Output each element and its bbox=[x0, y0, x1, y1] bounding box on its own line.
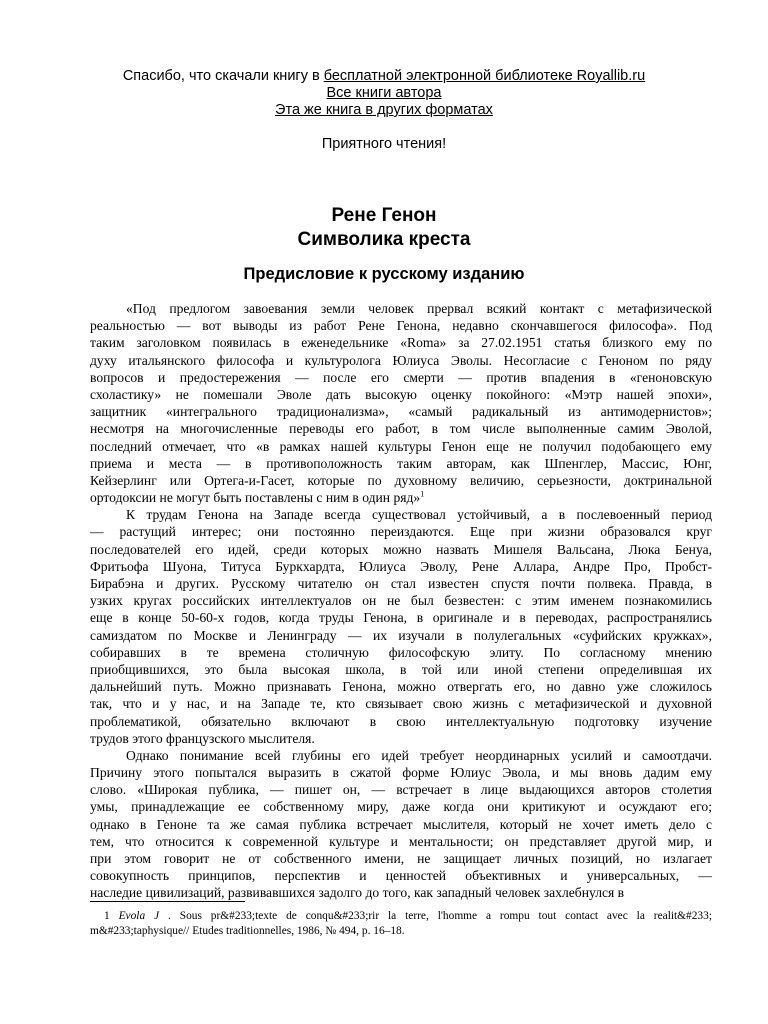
author-books-line bbox=[0, 85, 768, 102]
text-line: схоластику» не помешали Эволе дать высокую оценку покойного: «Мэтр нашей эпохи», bbox=[90, 386, 712, 402]
text-line: дальнейший путь. Можно признавать Генона, можно отвергать его, но давно уже сложилось bbox=[90, 679, 712, 695]
text-line: таким заголовком появилась в еженедельнике «Roma» за 27.02.1951 статья близкого ему по bbox=[90, 335, 712, 351]
footnote-divider bbox=[90, 901, 245, 902]
paragraph bbox=[90, 747, 712, 902]
body-text bbox=[90, 300, 712, 902]
text-line: наследие цивилизаций, развивавшихся задолго до того, как западный человек захлебнулся в bbox=[90, 885, 625, 901]
footnote-number: 1 bbox=[104, 910, 119, 922]
text-line: духу итальянского философа и культуролога Юлиуса Эволы. Несогласие с Геноном по ряду bbox=[90, 352, 712, 368]
footnote-line: m&#233;taphysique// Etudes traditionnelles, 1986, № 494, p. 16–18. bbox=[90, 924, 405, 937]
text-line: Фритьофа Шуона, Титуса Буркхардта, Юлиуса Эволу, Рене Аллара, Андре Про, Пробст- bbox=[90, 558, 712, 574]
other-formats-line bbox=[0, 102, 768, 119]
text-line: Бирабэна и других. Русскому читателю он стал известен спустя почти полвека. Правда, в bbox=[90, 576, 712, 591]
text-line: вопросов и предостережения — после его смерти — против впадения в «генонoвскую bbox=[90, 369, 712, 385]
footnote-text: . Sous pr&#233;texte de conqu&#233;rir la terre, l'homme a rompu tout contact avec la realit&#233; bbox=[159, 910, 712, 922]
library-link[interactable]: бесплатной электронной библиотеке Royallib.ru bbox=[323, 68, 646, 84]
text-line: совокупность принципов, перспектив и ценностей объективных и универсальных, — bbox=[90, 868, 712, 884]
text-line: последний отмечает, что «в рамках нашей культуры Генон еще не получил подобающего ему bbox=[90, 438, 712, 454]
text-line: защитник «интегрального традиционализма», «самый радикальный из антимодернистов»; bbox=[90, 404, 712, 420]
text-line: еще в конце 50-60-х годов, когда труды Генона, в оригинале и в переводах, распространялись bbox=[90, 610, 712, 626]
text-line: приема и места — в противоположность таким авторам, как Шпенглер, Массис, Юнг, bbox=[90, 455, 712, 471]
enjoy-reading-text: Приятного чтения! bbox=[321, 136, 447, 152]
section-heading: Предисловие к русскому изданию bbox=[243, 265, 525, 283]
thanks-text: Спасибо, что скачали книгу в bbox=[122, 68, 324, 84]
text-line: проблематикой, обязательно включают в свою интеллектуальную подготовку изучение bbox=[90, 713, 712, 729]
author-books-link[interactable]: Все книги автора bbox=[326, 85, 442, 101]
text-line: при этом говорит не от собственного имени, не защищает личных позиций, но излагает bbox=[90, 851, 712, 866]
text-line: слово. «Широкая публика, — пишет он, — встречает в лице выдающихся авторов столетия bbox=[90, 782, 712, 798]
text-line: собиравших в те времена столичную философскую элиту. По согласному мнению bbox=[90, 644, 712, 660]
footnote bbox=[90, 909, 712, 938]
text-line: тем, что относится к современной культуре и ментальности; он представляет другой мир, и bbox=[90, 833, 712, 849]
paragraph bbox=[90, 300, 712, 506]
footnote-line bbox=[90, 909, 712, 924]
text-line: самиздатом по Москве и Ленинграду — их изучали в полулегальных «суфийских кружках», bbox=[90, 627, 712, 643]
footnote-reference[interactable]: 1 bbox=[420, 489, 425, 499]
other-formats-link[interactable]: Эта же книга в других форматах bbox=[275, 102, 493, 118]
text-line: реальностью — вот выводы из работ Рене Генона, недавно скончавшегося философа». Под bbox=[90, 318, 712, 334]
text-line: ортодоксии не могут быть поставлены с ним в один ряд»$^1$ bbox=[90, 489, 425, 506]
book-author: Рене Генон bbox=[331, 205, 437, 226]
footnote-author: Evola J bbox=[118, 910, 160, 922]
text-line: приобщившихся, это была высокая школа, в той или иной степени определившая их bbox=[90, 661, 712, 677]
text-line: Кейзерлинг или Ортега-и-Гасет, которые по духовному величию, серьезности, доктринальной bbox=[90, 472, 712, 488]
paragraph bbox=[90, 506, 712, 747]
download-thanks-line bbox=[0, 68, 768, 85]
text-line: несмотря на многочисленные переводы его работ, в том числе выполненные самим Эволой, bbox=[90, 421, 712, 437]
text-line: Однако понимание всей глубины его идей требует неординарных усилий и самоотдачи. bbox=[126, 747, 712, 763]
text-line: так, что и у нас, и на Западе те, кто связывает свою жизнь с метафизической и духовной bbox=[90, 696, 712, 712]
text-line: — растущий интерес; они постоянно переиздаются. Еще при жизни образовался круг bbox=[90, 524, 712, 540]
book-title: Символика креста bbox=[297, 229, 471, 250]
text-line: умы, принадлежащие ее собственному миру, даже когда они критикуют и осуждают его; bbox=[90, 799, 712, 815]
text-line: «Под предлогом завоевания земли человек прервал всякий контакт с метафизической bbox=[126, 301, 712, 316]
text-line: узких кругах российских интеллектуалов он не был безвестен: с этим именем познакомились bbox=[90, 593, 712, 609]
text-line: последователей его идей, среди которых можно назвать Мишеля Вальсана, Люка Бенуа, bbox=[90, 541, 712, 557]
text-line: трудов этого французского мыслителя. bbox=[90, 730, 315, 746]
text-line: однако в Геноне та же самая публика встречает мыслителя, который не хочет иметь дело с bbox=[90, 816, 712, 832]
text-line: К трудам Генона на Западе всегда существовал устойчивый, а в послевоенный период bbox=[126, 507, 712, 523]
text-line: Причину этого попыталcя выразить в сжатой форме Юлиус Эвола, и мы вновь дадим ему bbox=[90, 765, 712, 781]
